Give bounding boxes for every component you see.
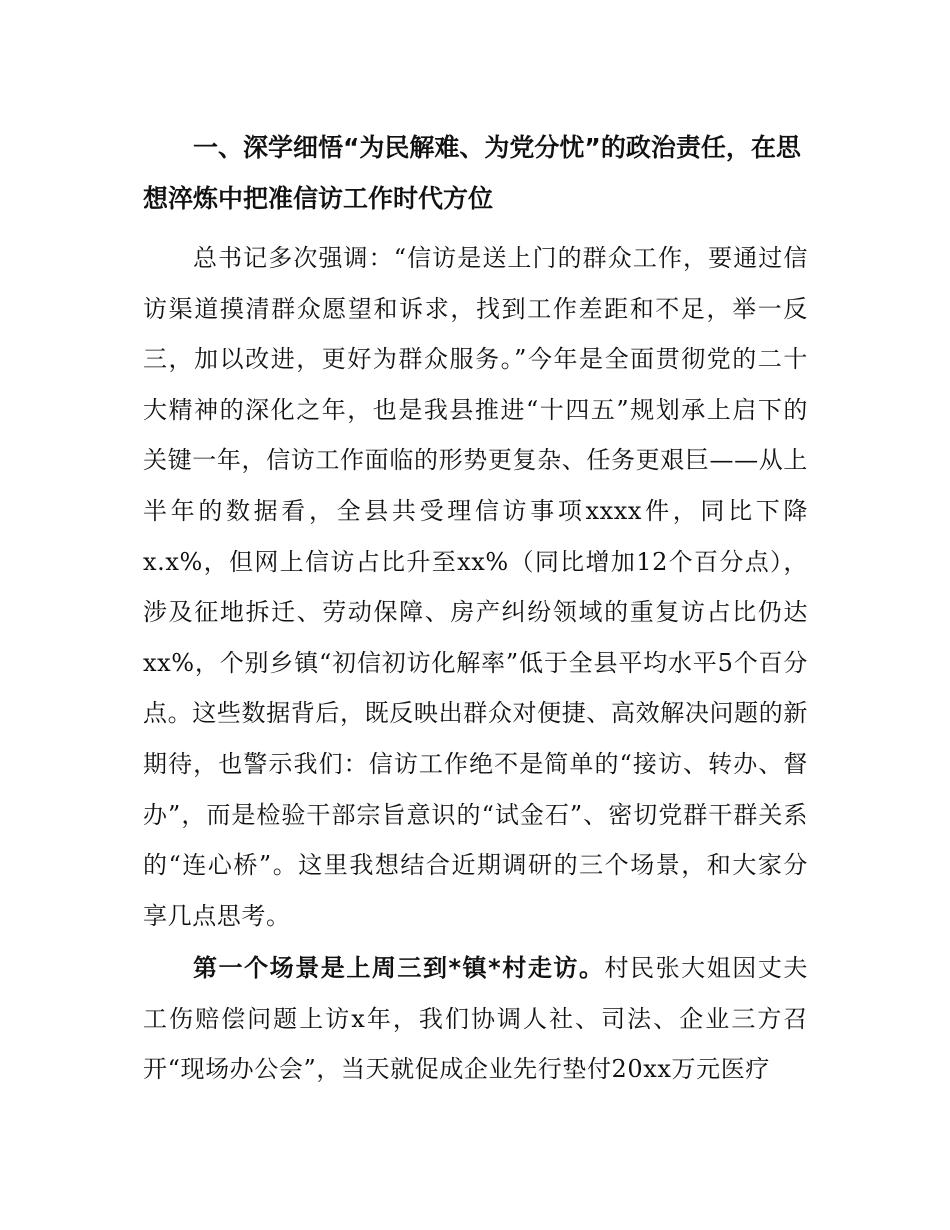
body-paragraph-1: 总书记多次强调：“信访是送上门的群众工作，要通过信访渠道摸清群众愿望和诉求，找到工作差距和不足，举一反三，加以改进，更好为群众服务。”今年是全面贯彻党的二十大精神的深化之年，也是我县推进“十四五”规划承上启下的关键一年，信访工作面临的形势更复杂、任务更艰巨——从上半年的数据看，全县共受理信访事项xxxx件，同比下降x.x%，但网上信访占比升至xx%（同比增加12个百分点），涉及征地拆迁、劳动保障、房产纠纷领域的重复访占比仍达xx%，个别乡镇“初信初访化解率”低于全县平均水平5个百分点。这些数据背后，既反映出群众对便捷、高效解决问题的新期待，也警示我们：信访工作绝不是简单的“接访、转办、督办”，而是检验干部宗旨意识的“试金石”、密切党群干群关系的“连心桥”。这里我想结合近期调研的三个场景，和大家分享几点思考。 <box>143 244 808 930</box>
section-heading: 一、深学细悟“为民解难、为党分忧”的政治责任，在思想淬炼中把准信访工作时代方位 <box>143 133 801 213</box>
body-paragraph-2 <box>143 943 808 1095</box>
scene-description: 村民张大姐因丈夫工伤赔偿问题上访x年，我们协调人社、司法、企业三方召开“现场办公会”，当天就促成企业先行垫付20xx万元医疗 <box>143 954 808 1084</box>
scene-lead-sentence: 第一个场景是上周三到*镇*村走访。 <box>193 954 605 982</box>
